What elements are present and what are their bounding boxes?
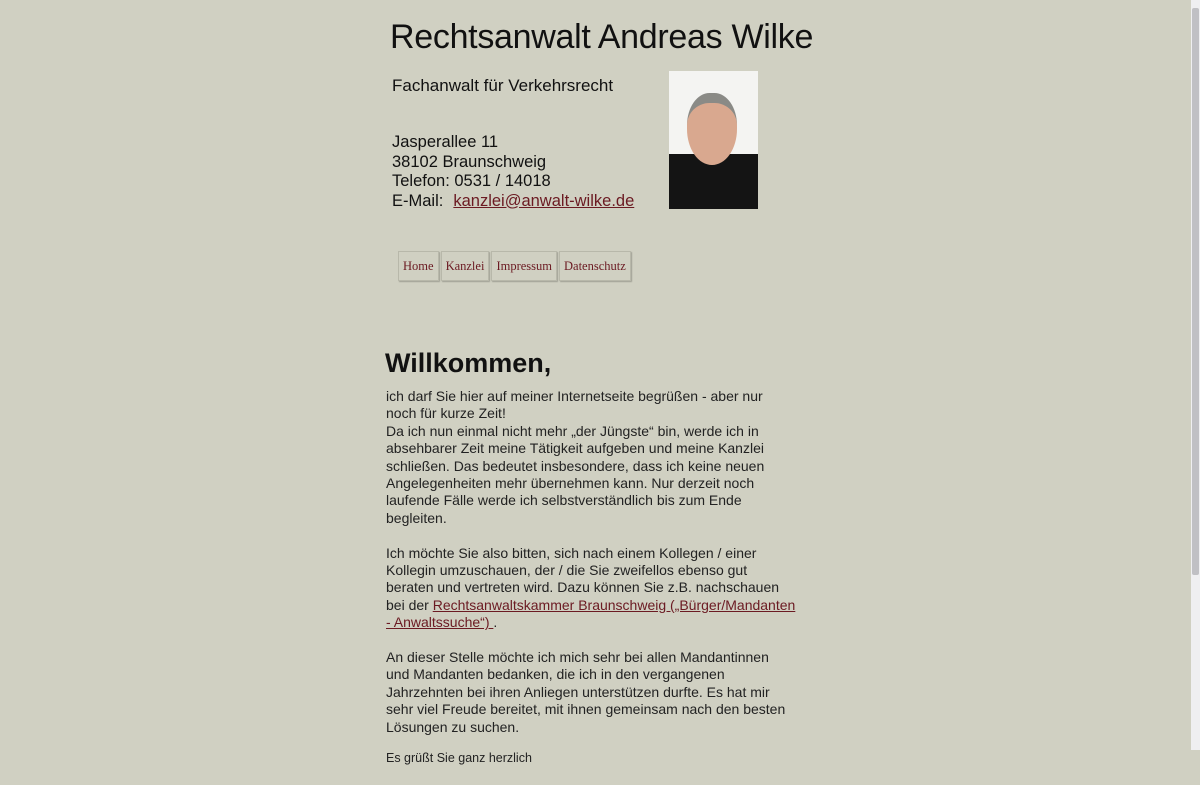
portrait-photo [669,71,758,209]
scrollbar-thumb[interactable] [1192,8,1199,575]
thanks-text: An dieser Stelle möchte ich mich sehr bei allen Mandantinnen und Mandanten bedanken, die ich in den vergangenen Jahrzehnten bei ihren Anliegen unterstützen durfte. Es hat mir sehr viel Freude bereitet, mit ihnen gemeinsam nach den besten Lösungen zu suchen. [386,649,786,735]
site-title: Rechtsanwalt Andreas Wilke [390,18,814,56]
site-subtitle: Fachanwalt für Verkehrsrecht [392,76,614,95]
period: . [493,614,498,631]
page-heading: Willkommen, [385,348,552,378]
email-label: E-Mail: [392,191,444,210]
nav-kanzlei[interactable]: Kanzlei [441,251,490,281]
street: Jasperallee 11 [392,133,499,151]
phone: Telefon: 0531 / 14018 [392,172,551,190]
email-link[interactable]: kanzlei@anwalt-wilke.de [453,191,635,210]
greeting: Es grüßt Sie ganz herzlich [386,751,532,766]
nav-impressum[interactable]: Impressum [491,251,557,281]
nav-home[interactable]: Home [398,251,439,281]
city: 38102 Braunschweig [392,152,547,171]
request-text: Ich möchte Sie also bitten, sich nach einem Kollegen / einer Kollegin umzuschauen, der / die Sie zweifellos ebenso gut beraten und vertreten wird. Dazu können Sie z.B. nachschauen bei der [386,544,780,613]
intro-text-2: Da ich nun einmal nicht mehr „der Jüngste“ bin, werde ich in absehbarer Zeit meine Tätigkeit aufgeben und meine Kanzlei schließen. Das bedeutet insbesondere, dass ich keine neuen Angelegenheiten mehr übernehmen kann. Nur derzeit noch laufende Fälle werde ich selbstverständlich bis zum Ende begleiten. [386,422,765,526]
chamber-link[interactable]: Rechtsanwaltskammer Braunschweig („Bürger/Mandanten - Anwaltssuche“) [386,596,796,631]
contact-block [392,133,634,211]
main-nav [398,251,631,281]
nav-datenschutz[interactable]: Datenschutz [559,251,631,281]
main-content [386,388,796,785]
intro-text: ich darf Sie hier auf meiner Internetseite begrüßen - aber nur noch für kurze Zeit! [386,388,763,422]
